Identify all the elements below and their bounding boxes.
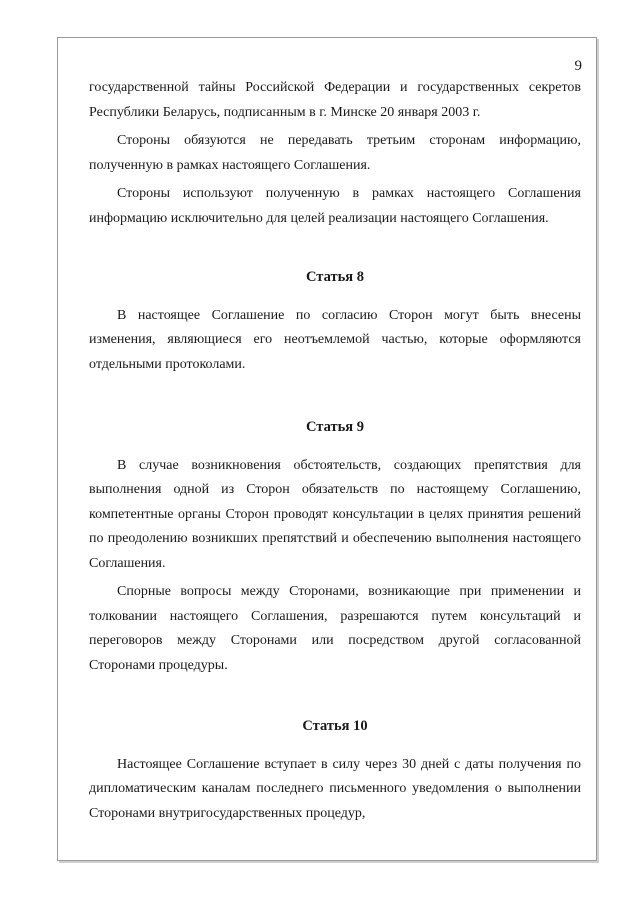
intro-paragraph-3: Стороны используют полученную в рамках настоящего Соглашения информацию исключительно для целей реализации настоящего Соглашения.: [89, 186, 581, 226]
intro-paragraph-2: Стороны обязуются не передавать третьим сторонам информацию, полученную в рамках настоящего Соглашения.: [89, 133, 581, 173]
article-9-paragraph-2: Спорные вопросы между Сторонами, возникающие при применении и толковании настоящего Соглашения, разрешаются путем консультаций и переговоров между Сторонами или посредством другой согласованной Сторонами процедуры.: [89, 584, 581, 673]
page-number: 9: [574, 58, 582, 74]
article-10-title: Статья 10: [302, 718, 368, 734]
intro-paragraph-1: государственной тайны Российской Федерации и государственных секретов Республики Беларусь, подписанным в г. Минске 20 января 2003 г.: [89, 80, 581, 120]
article-8-paragraph-1: В настоящее Соглашение по согласию Сторон могут быть внесены изменения, являющиеся его неотъемлемой частью, которые оформляются отдельными протоколами.: [89, 307, 581, 372]
article-8-title: Статья 8: [306, 269, 364, 285]
document-body: [89, 76, 581, 830]
article-9-title: Статья 9: [306, 419, 364, 435]
article-9-paragraph-1: В случае возникновения обстоятельств, создающих препятствия для выполнения одной из Сторон обязательств по настоящему Соглашению, компетентные органы Сторон проводят консультации в целях принятия решений по преодолению возникших препятствий и обеспечению выполнения настоящего Соглашения.: [89, 457, 581, 571]
article-10-paragraph-1: Настоящее Соглашение вступает в силу через 30 дней с даты получения по дипломатическим каналам последнего письменного уведомления о выполнении Сторонами внутригосударственных процедур,: [89, 756, 581, 821]
